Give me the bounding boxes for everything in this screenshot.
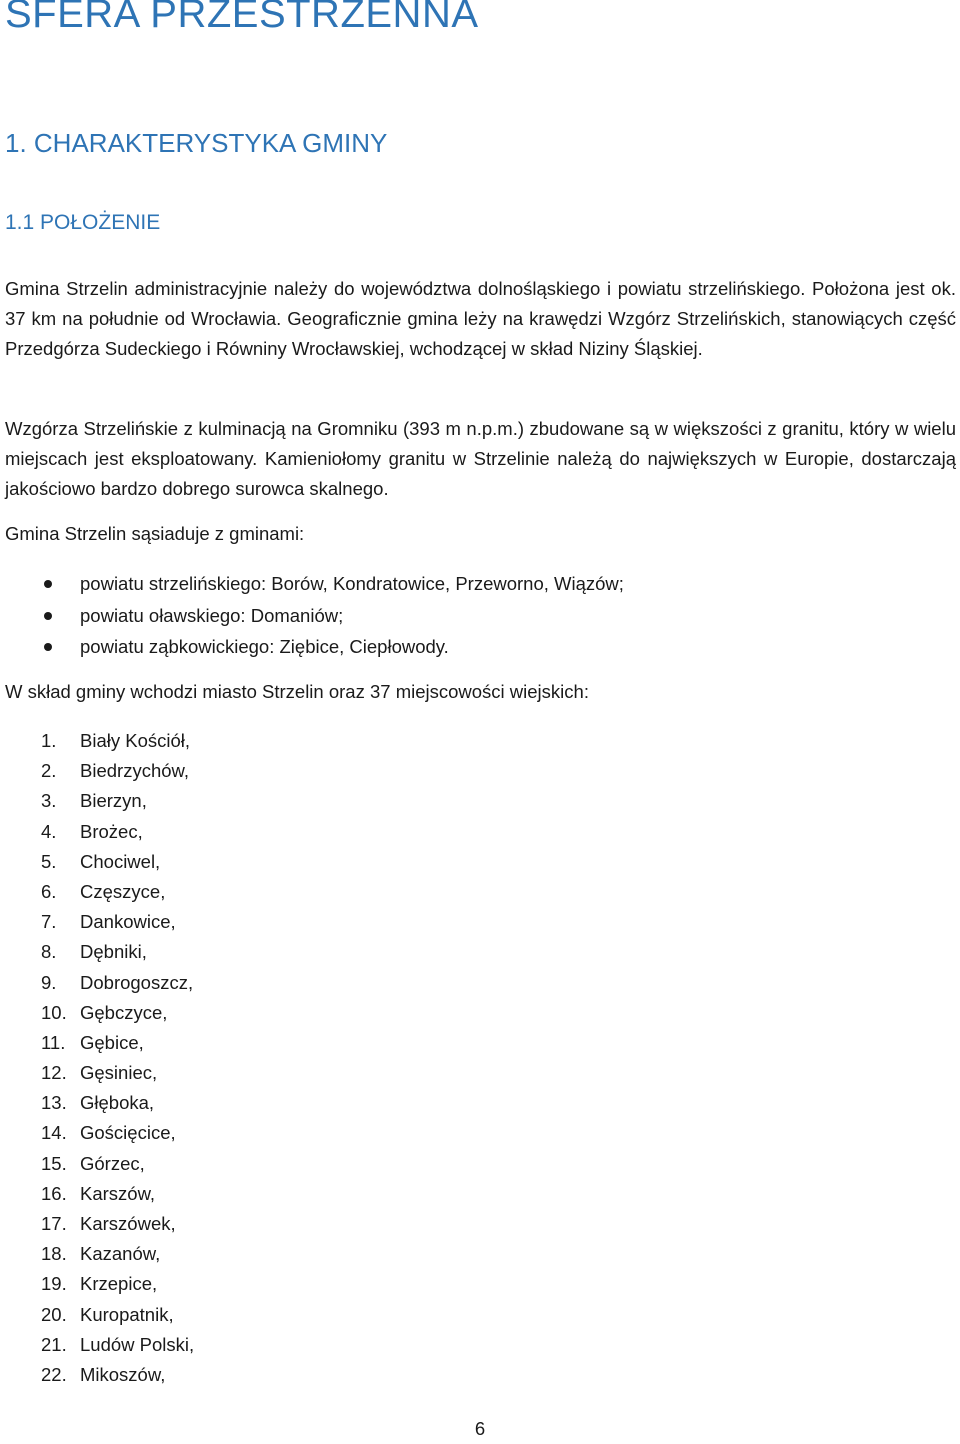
section-heading: 1. CHARAKTERYSTYKA GMINY — [5, 128, 388, 158]
list-item — [5, 877, 194, 907]
list-item-text: powiatu oławskiego: Domaniów; — [80, 604, 344, 626]
list-item-number: 12. — [41, 1062, 67, 1084]
list-item-text: Chociwel, — [80, 850, 161, 872]
list-item-number: 21. — [41, 1333, 67, 1355]
list-item-number: 13. — [41, 1092, 67, 1114]
list-item-text: Gębice, — [80, 1031, 144, 1053]
list-item-number: 22. — [41, 1363, 67, 1385]
list-item-text: Karszów, — [80, 1182, 156, 1204]
list-item — [5, 1209, 194, 1239]
list-item-text: powiatu ząbkowickiego: Ziębice, Ciepłowody. — [80, 636, 449, 657]
list-item-number: 4. — [41, 820, 57, 842]
list-item-text: Dębniki, — [80, 941, 147, 963]
list-item-text: Gościęcice, — [80, 1122, 176, 1144]
page-number: 6 — [474, 1418, 486, 1439]
list-item-number: 6. — [41, 880, 57, 902]
list-item — [5, 1269, 194, 1299]
list-item-text: Brożec, — [80, 820, 143, 842]
list-item-text: Gęsiniec, — [80, 1062, 158, 1084]
list-item — [5, 998, 194, 1028]
list-item-text: Głęboka, — [80, 1092, 155, 1114]
list-item — [5, 1300, 194, 1330]
list-item-number: 9. — [41, 971, 57, 993]
list-item-text: Ludów Polski, — [80, 1333, 195, 1355]
list-item — [5, 1088, 194, 1118]
list-item — [5, 1360, 194, 1390]
list-item-number: 5. — [41, 850, 57, 872]
neighbors-intro: Gmina Strzelin sąsiaduje z gminami: — [5, 523, 305, 544]
villages-intro: W skład gminy wchodzi miasto Strzelin oraz 37 miejscowości wiejskich: — [5, 681, 589, 702]
list-item — [5, 600, 624, 632]
list-item-text: Bierzyn, — [80, 790, 147, 812]
list-item-text: Biały Kościół, — [80, 730, 191, 751]
list-item — [5, 907, 194, 937]
list-item — [5, 756, 194, 786]
bullet-icon — [44, 612, 52, 620]
list-item-text: Częszyce, — [80, 880, 166, 902]
list-item — [5, 1330, 194, 1360]
neighbors-list — [5, 568, 624, 663]
list-item-text: powiatu strzelińskiego: Borów, Kondratowice, Przeworno, Wiązów; — [80, 573, 624, 594]
list-item — [5, 1149, 194, 1179]
list-item-text: Kazanów, — [80, 1243, 161, 1265]
list-item-number: 7. — [41, 911, 57, 933]
list-item — [5, 847, 194, 877]
list-item — [5, 1058, 194, 1088]
list-item-number: 14. — [41, 1122, 67, 1144]
list-item — [5, 817, 194, 847]
list-item — [5, 1179, 194, 1209]
list-item-number: 2. — [41, 760, 57, 782]
list-item-number: 15. — [41, 1152, 67, 1174]
list-item-number: 10. — [41, 1001, 67, 1023]
list-item-text: Mikoszów, — [80, 1363, 166, 1385]
list-item-number: 19. — [41, 1273, 67, 1295]
villages-list — [5, 726, 194, 1390]
bullet-icon — [44, 580, 52, 588]
document-title: SFERA PRZESTRZENNA — [5, 0, 479, 36]
list-item-text: Gębczyce, — [80, 1001, 168, 1023]
list-item — [5, 937, 194, 967]
list-item — [5, 1028, 194, 1058]
list-item-text: Kuropatnik, — [80, 1303, 174, 1325]
list-item-text: Górzec, — [80, 1152, 145, 1174]
list-item-number: 17. — [41, 1213, 67, 1234]
list-item-text: Dobrogoszcz, — [80, 971, 194, 993]
list-item — [5, 726, 194, 756]
subsection-heading: 1.1 POŁOŻENIE — [5, 211, 161, 234]
list-item — [5, 568, 624, 600]
list-item — [5, 631, 624, 663]
list-item-number: 3. — [41, 790, 57, 812]
list-item-number: 18. — [41, 1243, 67, 1265]
list-item — [5, 1239, 194, 1269]
list-item-text: Karszówek, — [80, 1213, 176, 1234]
list-item-number: 8. — [41, 941, 57, 963]
list-item — [5, 786, 194, 816]
list-item-number: 1. — [41, 730, 57, 751]
list-item — [5, 968, 194, 998]
list-item-number: 20. — [41, 1303, 67, 1325]
list-item — [5, 1118, 194, 1148]
list-item-text: Dankowice, — [80, 911, 176, 933]
list-item-text: Biedrzychów, — [80, 760, 189, 782]
hills-paragraph: Wzgórza Strzelińskie z kulminacją na Gromniku (393 m n.p.m.) zbudowane są w większości z granitu, który w wielu miejscach jest eksploatowany. Kamieniołomy granitu w Strzelinie należą do największych w Europie, dostarczają jakościowo bardzo dobrego surowca skalnego. — [5, 418, 956, 499]
list-item-number: 11. — [41, 1031, 66, 1053]
list-item-text: Krzepice, — [80, 1273, 158, 1295]
location-paragraph: Gmina Strzelin administracyjnie należy do województwa dolnośląskiego i powiatu strzelińskiego. Położona jest ok. 37 km na południe od Wrocławia. Geograficznie gmina leży na krawędzi Wzgórz Strzelińskich, stanowiących część Przedgórza Sudeckiego i Równiny Wrocławskiej, wchodzącej w skład Niziny Śląskiej. — [5, 278, 956, 359]
list-item-number: 16. — [41, 1182, 67, 1204]
bullet-icon — [44, 643, 52, 651]
